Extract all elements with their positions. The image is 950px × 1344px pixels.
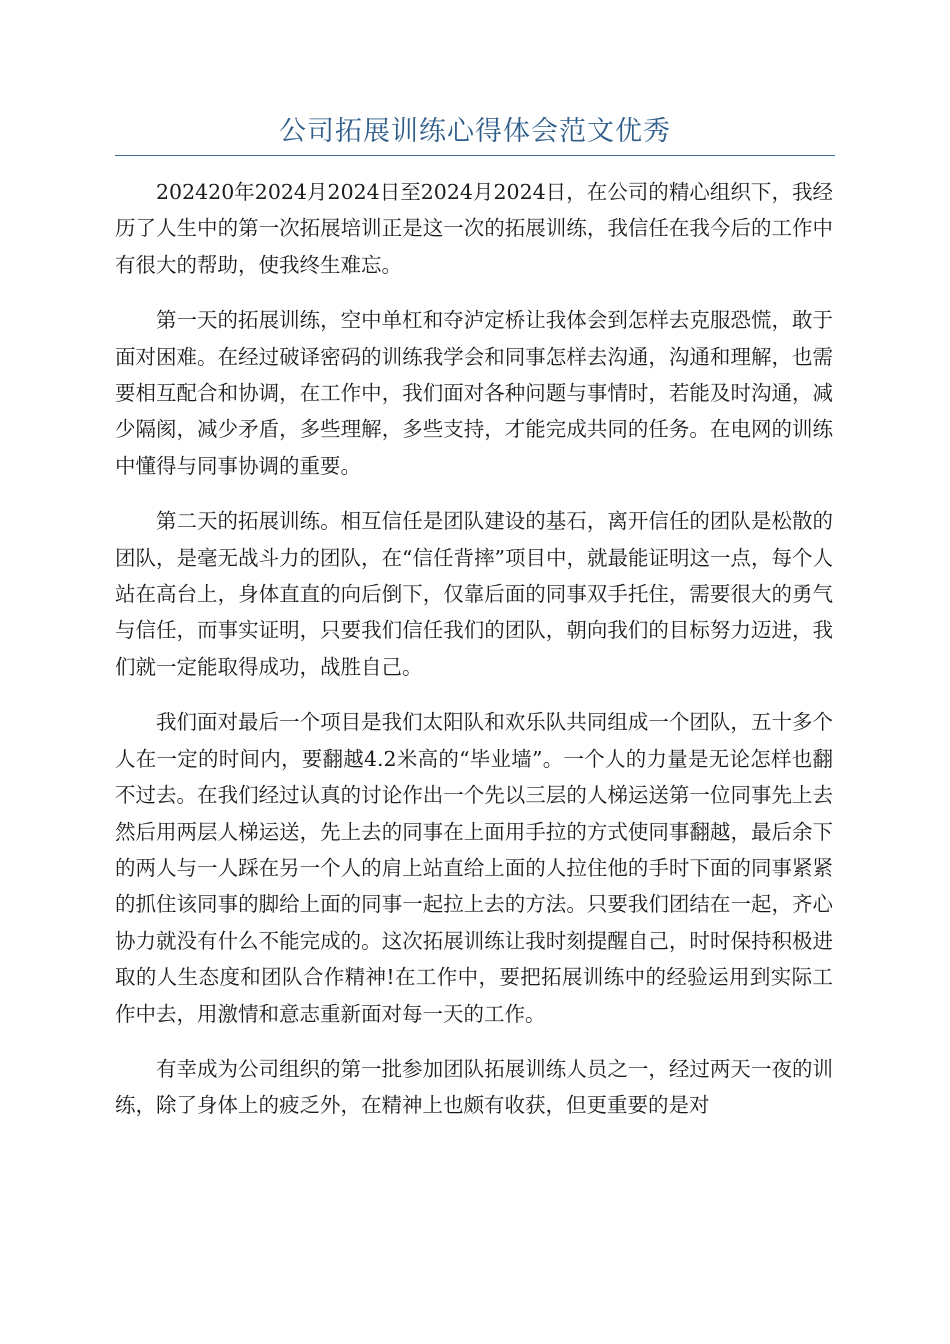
paragraph: 202420年2024月2024日至2024月2024日，在公司的精心组织下，我经历了人生中的第一次拓展培训正是这一次的拓展训练，我信任在我今后的工作中有很大的帮助，使我终生难忘。	[115, 180, 833, 277]
paragraph: 第二天的拓展训练。相互信任是团队建设的基石，离开信任的团队是松散的团队，是毫无战斗力的团队，在“信任背摔”项目中，就最能证明这一点，每个人站在高台上，身体直直的向后倒下，仅靠后面的同事双手托住，需要很大的勇气与信任，而事实证明，只要我们信任我们的团队，朝向我们的目标努力迈进，我们就一定能取得成功，战胜自己。	[115, 509, 833, 679]
title-divider	[115, 155, 835, 156]
paragraph: 我们面对最后一个项目是我们太阳队和欢乐队共同组成一个团队，五十多个人在一定的时间内，要翻越4.2米高的“毕业墙”。一个人的力量是无论怎样也翻不过去。在我们经过认真的讨论作出一个先以三层的人梯运送第一位同事先上去然后用两层人梯运送，先上去的同事在上面用手拉的方式使同事翻越，最后余下的两人与一人踩在另一个人的肩上站直给上面的人拉住他的手时下面的同事紧紧的抓住该同事的脚给上面的同事一起拉上去的方法。只要我们团结在一起，齐心协力就没有什么不能完成的。这次拓展训练让我时刻提醒自己，时时保持积极进取的人生态度和团队合作精神!在工作中，要把拓展训练中的经验运用到实际工作中去，用激情和意志重新面对每一天的工作。	[115, 710, 833, 1026]
paragraph: 第一天的拓展训练，空中单杠和夺泸定桥让我体会到怎样去克服恐慌，敢于面对困难。在经过破译密码的训练我学会和同事怎样去沟通，沟通和理解，也需要相互配合和协调，在工作中，我们面对各种问题与事情时，若能及时沟通，减少隔阂，减少矛盾，多些理解，多些支持，才能完成共同的任务。在电网的训练中懂得与同事协调的重要。	[115, 308, 833, 478]
paragraph: 有幸成为公司组织的第一批参加团队拓展训练人员之一，经过两天一夜的训练，除了身体上的疲乏外，在精神上也颇有收获，但更重要的是对	[115, 1056, 833, 1118]
document-body	[115, 174, 833, 1143]
document-title: 公司拓展训练心得体会范文优秀	[279, 116, 671, 147]
